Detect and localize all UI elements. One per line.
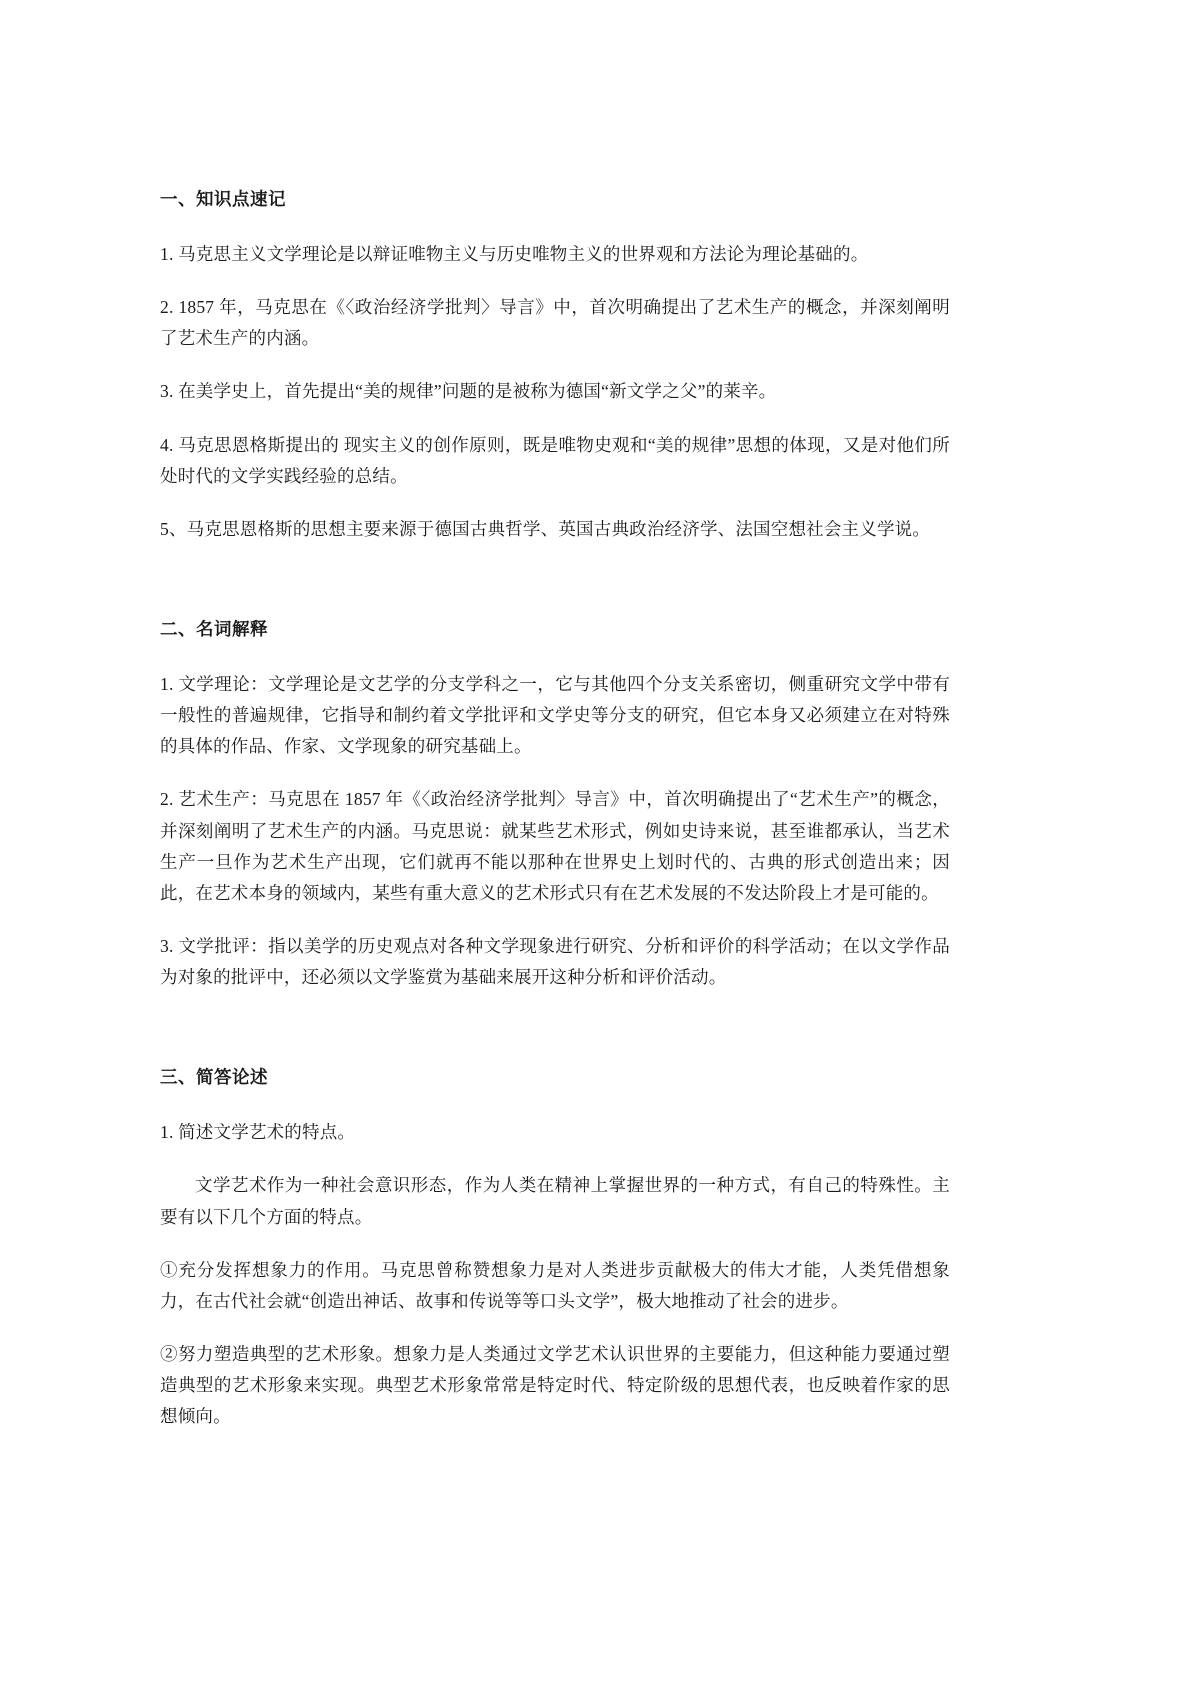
paragraph: 3. 在美学史上，首先提出“美的规律”问题的是被称为德国“新文学之父”的莱辛。 [160, 381, 777, 402]
document-body [160, 185, 950, 1454]
paragraph: ①充分发挥想象力的作用。马克思曾称赞想象力是对人类进步贡献极大的伟大才能，人类凭借想象力，在古代社会就“创造出神话、故事和传说等等口头文学”，极大地推动了社会的进步。 [160, 1259, 950, 1311]
paragraph: 5、马克思恩格斯的思想主要来源于德国古典哲学、英国古典政治经济学、法国空想社会主义学说。 [160, 518, 931, 539]
paragraph: 2. 艺术生产：马克思在 1857 年《〈政治经济学批判〉导言》中，首次明确提出了“艺术生产”的概念，并深刻阐明了艺术生产的内涵。马克思说：就某些艺术形式，例如史诗来说，甚至谁都承认，当艺术生产一旦作为艺术生产出现，它们就再不能以那种在世界史上划时代的、古典的形式创造出来；因此，在艺术本身的领域内，某些有重大意义的艺术形式只有在艺术发展的不发达阶段上才是可能的。 [160, 789, 950, 903]
section-spacer [160, 567, 950, 615]
paragraph: 1. 简述文学艺术的特点。 [160, 1122, 356, 1143]
section-spacer [160, 1015, 950, 1063]
paragraph: 文学艺术作为一种社会意识形态，作为人类在精神上掌握世界的一种方式，有自己的特殊性。主要有以下几个方面的特点。 [160, 1175, 950, 1227]
paragraph: 2. 1857 年，马克思在《〈政治经济学批判〉导言》中，首次明确提出了艺术生产的概念，并深刻阐明了艺术生产的内涵。 [160, 297, 950, 349]
section-heading-short-answer: 三、简答论述 [160, 1067, 268, 1088]
paragraph: 1. 文学理论：文学理论是文艺学的分支学科之一，它与其他四个分支关系密切，侧重研究文学中带有一般性的普遍规律，它指导和制约着文学批评和文学史等分支的研究，但它本身又必须建立在对特殊的具体的作品、作家、文学现象的研究基础上。 [160, 673, 950, 757]
paragraph: 3. 文学批评：指以美学的历史观点对各种文学现象进行研究、分析和评价的科学活动；在以文学作品为对象的批评中，还必须以文学鉴赏为基础来展开这种分析和评价活动。 [160, 935, 950, 988]
paragraph: 1. 马克思主义文学理论是以辩证唯物主义与历史唯物主义的世界观和方法论为理论基础的。 [160, 244, 869, 264]
paragraph: 4. 马克思恩格斯提出的 现实主义的创作原则，既是唯物史观和“美的规律”思想的体现，又是对他们所处时代的文学实践经验的总结。 [160, 434, 950, 486]
paragraph: ②努力塑造典型的艺术形象。想象力是人类通过文学艺术认识世界的主要能力，但这种能力要通过塑造典型的艺术形象来实现。典型艺术形象常常是特定时代、特定阶级的思想代表，也反映着作家的思想倾向。 [160, 1343, 950, 1427]
section-heading-knowledge-points: 一、知识点速记 [160, 189, 286, 209]
section-heading-term-explanation: 二、名词解释 [160, 618, 268, 639]
